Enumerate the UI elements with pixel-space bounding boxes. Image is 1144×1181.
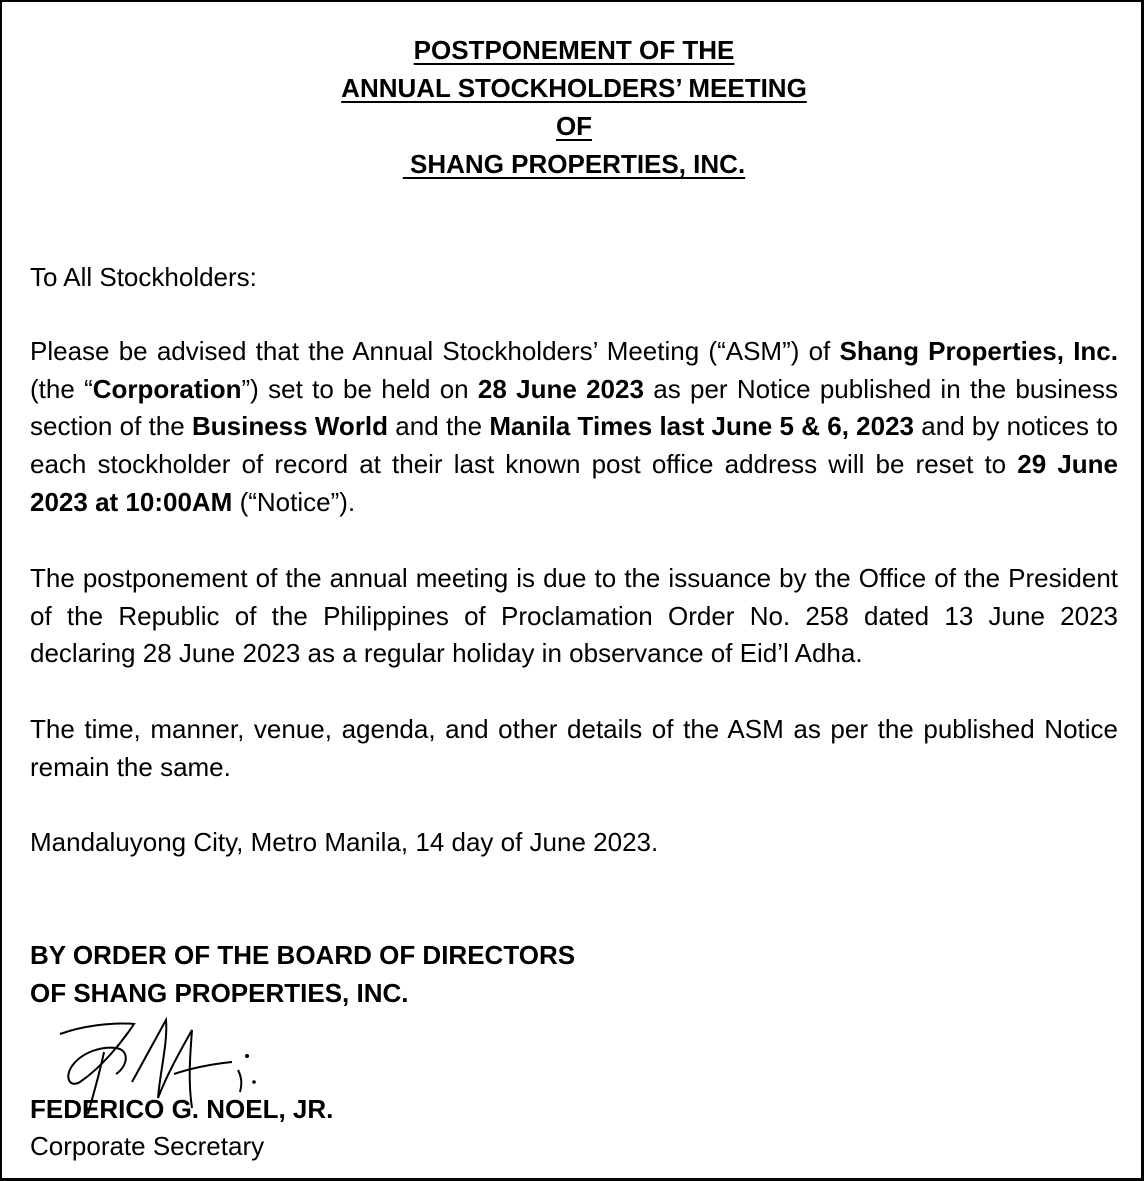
p1-text-1: Please be advised that the Annual Stockholders’ Meeting (“ASM”) of: [30, 336, 840, 366]
paragraph-postponement-notice: [30, 333, 1118, 522]
company-name: Shang Properties, Inc.: [839, 336, 1118, 366]
publication-business-world: Business World: [192, 411, 389, 442]
signer-name: FEDERICO G. NOEL, JR.: [30, 1094, 334, 1124]
p1-text-7: (“Notice”).: [232, 486, 356, 517]
title-line-1: POSTPONEMENT OF THE: [413, 35, 735, 65]
corporation-term: Corporation: [92, 373, 242, 404]
paragraph-place-date: Mandaluyong City, Metro Manila, 14 day of June 2023.: [30, 827, 659, 857]
publication-manila-times: Manila Times last June 5 & 6, 2023: [489, 411, 915, 442]
title-line-4: SHANG PROPERTIES, INC.: [402, 149, 746, 179]
p1-text-3: ”) set to be held on: [241, 373, 478, 404]
board-line-2: OF SHANG PROPERTIES, INC.: [30, 978, 409, 1008]
paragraph-reason: The postponement of the annual meeting is due to the issuance by the Office of the President of the Republic of the Philippines of Proclamation Order No. 258 dated 13 June 2023 declaring 28 June 2023 as a regular holiday in observance of Eid’l Adha.: [30, 563, 1118, 669]
title-line-2: ANNUAL STOCKHOLDERS’ MEETING: [341, 73, 807, 103]
title-line-3: OF: [555, 111, 593, 141]
board-order: [30, 936, 575, 1012]
p1-text-6: and by notices to each stockholder of record at their last known post office address will be reset to: [30, 411, 1118, 480]
salutation: To All Stockholders:: [30, 262, 257, 292]
p1-text-4: as per Notice published in the business section of the: [30, 373, 1119, 442]
paragraph-details: The time, manner, venue, agenda, and other details of the ASM as per the published Notice remain the same.: [30, 714, 1118, 782]
p1-text-5: and the: [388, 411, 490, 442]
signer-block: [30, 1091, 333, 1165]
signer-role: Corporate Secretary: [30, 1131, 265, 1161]
board-line-1: BY ORDER OF THE BOARD OF DIRECTORS: [30, 940, 576, 970]
original-date: 28 June 2023: [477, 373, 644, 404]
notice-title: [2, 31, 1144, 183]
p1-text-2: (the “: [30, 373, 93, 404]
new-date: 29 June 2023 at 10:00AM: [30, 449, 1119, 517]
